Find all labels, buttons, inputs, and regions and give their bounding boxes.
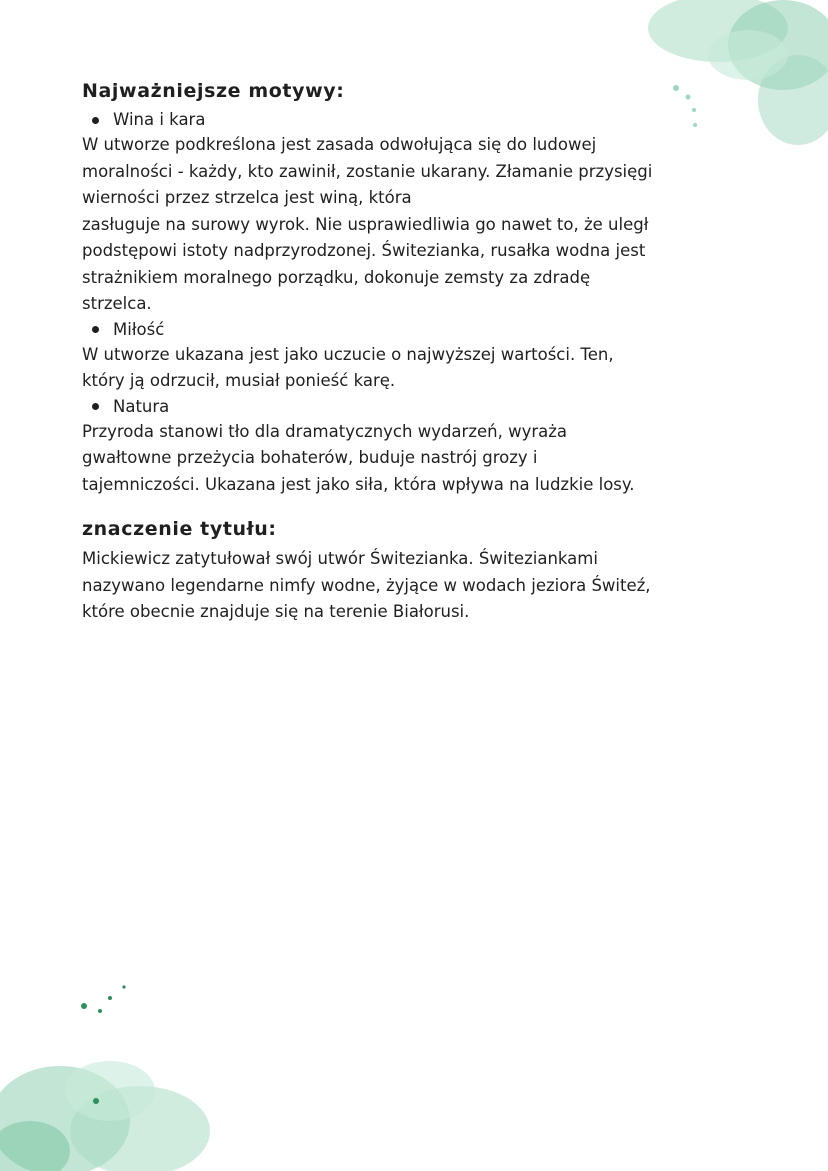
bullet-dot-icon <box>92 117 99 124</box>
title-meaning-heading: znaczenie tytułu: <box>82 518 277 540</box>
paragraph-line: które obecnie znajduje się na terenie Białorusi. <box>82 602 470 621</box>
motif-love <box>82 318 742 395</box>
paragraph-line: Przyroda stanowi tło dla dramatycznych wydarzeń, wyraża <box>82 421 568 441</box>
bullet-dot-icon <box>92 326 99 333</box>
bullet-item <box>82 318 742 342</box>
paragraph-line: zasługuje na surowy wyrok. Nie usprawiedliwia go nawet to, że uległ <box>82 214 649 234</box>
paragraph-line: strażnikiem moralnego porządku, dokonuje zemsty za zdradę <box>82 267 591 287</box>
paragraph-line: wierności przez strzelca jest winą, która <box>82 188 412 207</box>
watercolor-splash-bottom-icon <box>0 981 240 1171</box>
paragraph-line: podstępowi istoty nadprzyrodzonej. Świtezianka, rusałka wodna jest <box>82 241 646 260</box>
bullet-label: Miłość <box>113 319 165 339</box>
bullet-dot-icon <box>92 403 99 410</box>
paragraph-line: strzelca. <box>82 294 152 313</box>
paragraph-line: W utworze podkreślona jest zasada odwołująca się do ludowej <box>82 135 597 154</box>
paragraph-line: gwałtowne przeżycia bohaterów, buduje nastrój grozy i <box>82 448 538 467</box>
motifs-heading: Najważniejsze motywy: <box>82 80 345 102</box>
paragraph-line: W utworze ukazana jest jako uczucie o najwyższej wartości. Ten, <box>82 344 614 364</box>
bullet-item <box>82 395 742 419</box>
motif-guilt-and-punishment <box>82 108 742 318</box>
paragraph-line: moralności - każdy, kto zawinił, zostanie ukarany. Złamanie przysięgi <box>82 161 653 181</box>
paragraph-line: Mickiewicz zatytułował swój utwór Świtezianka. Świteziankami <box>82 549 598 568</box>
motif-nature <box>82 395 742 499</box>
bullet-label: Wina i kara <box>113 110 206 129</box>
notes-content <box>82 78 742 626</box>
paragraph-line: który ją odrzucił, musiał ponieść karę. <box>82 371 396 390</box>
bullet-label: Natura <box>113 396 170 416</box>
title-meaning-paragraph <box>82 546 742 626</box>
paragraph-line: tajemniczości. Ukazana jest jako siła, która wpływa na ludzkie losy. <box>82 474 635 494</box>
bullet-item <box>82 108 742 132</box>
paragraph-line: nazywano legendarne nimfy wodne, żyjące w wodach jeziora Świteź, <box>82 575 651 595</box>
